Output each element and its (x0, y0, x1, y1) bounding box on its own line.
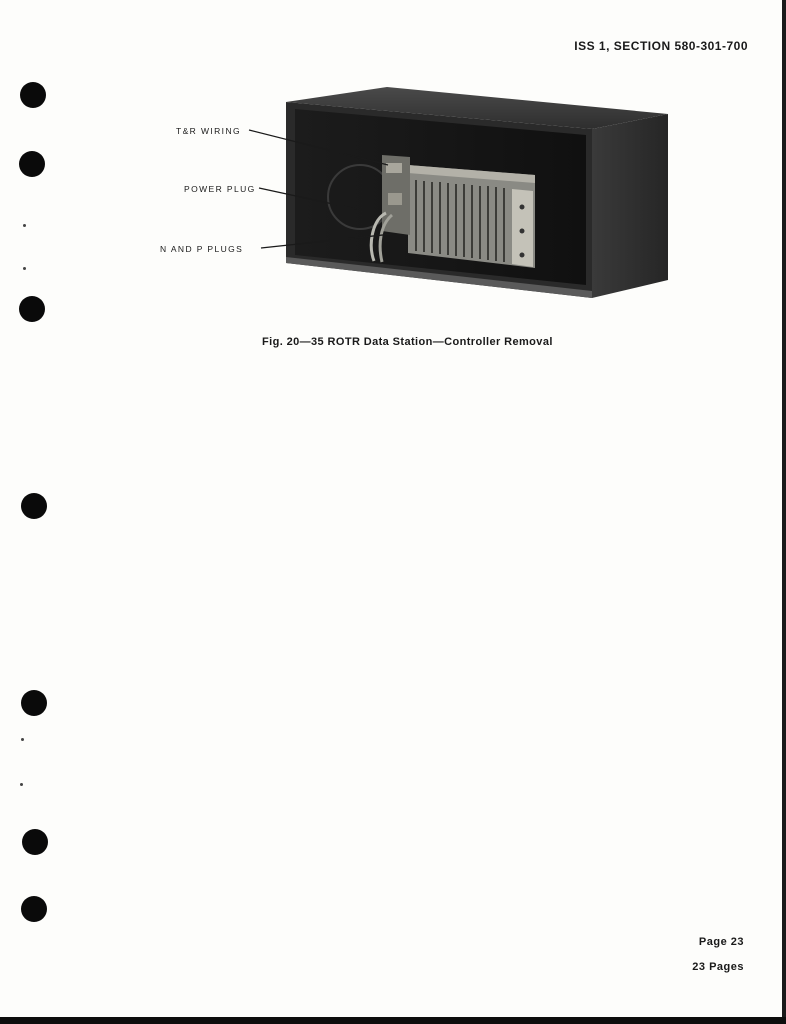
page-number: Page 23 (698, 936, 744, 948)
punch-hole (21, 896, 47, 922)
punch-hole (21, 690, 47, 716)
punch-hole (19, 296, 45, 322)
figure-caption: Fig. 20—35 ROTR Data Station—Controller Removal (262, 336, 553, 348)
speck (21, 738, 24, 741)
callout-n-and-p-plugs: N AND P PLUGS (160, 244, 244, 254)
callout-tr-wiring: T&R WIRING (176, 126, 241, 136)
callout-power-plug: POWER PLUG (184, 184, 256, 194)
page-count: 23 Pages (692, 961, 744, 973)
punch-hole (20, 82, 46, 108)
punch-hole (22, 829, 48, 855)
punch-hole (19, 151, 45, 177)
section-header: ISS 1, SECTION 580-301-700 (574, 39, 748, 53)
punch-hole (21, 493, 47, 519)
data-station-photo (150, 85, 675, 305)
page-edge-shadow-right (782, 0, 786, 1024)
speck (20, 783, 23, 786)
speck (23, 224, 26, 227)
page-edge-shadow-bottom (0, 1017, 786, 1024)
speck (23, 267, 26, 270)
